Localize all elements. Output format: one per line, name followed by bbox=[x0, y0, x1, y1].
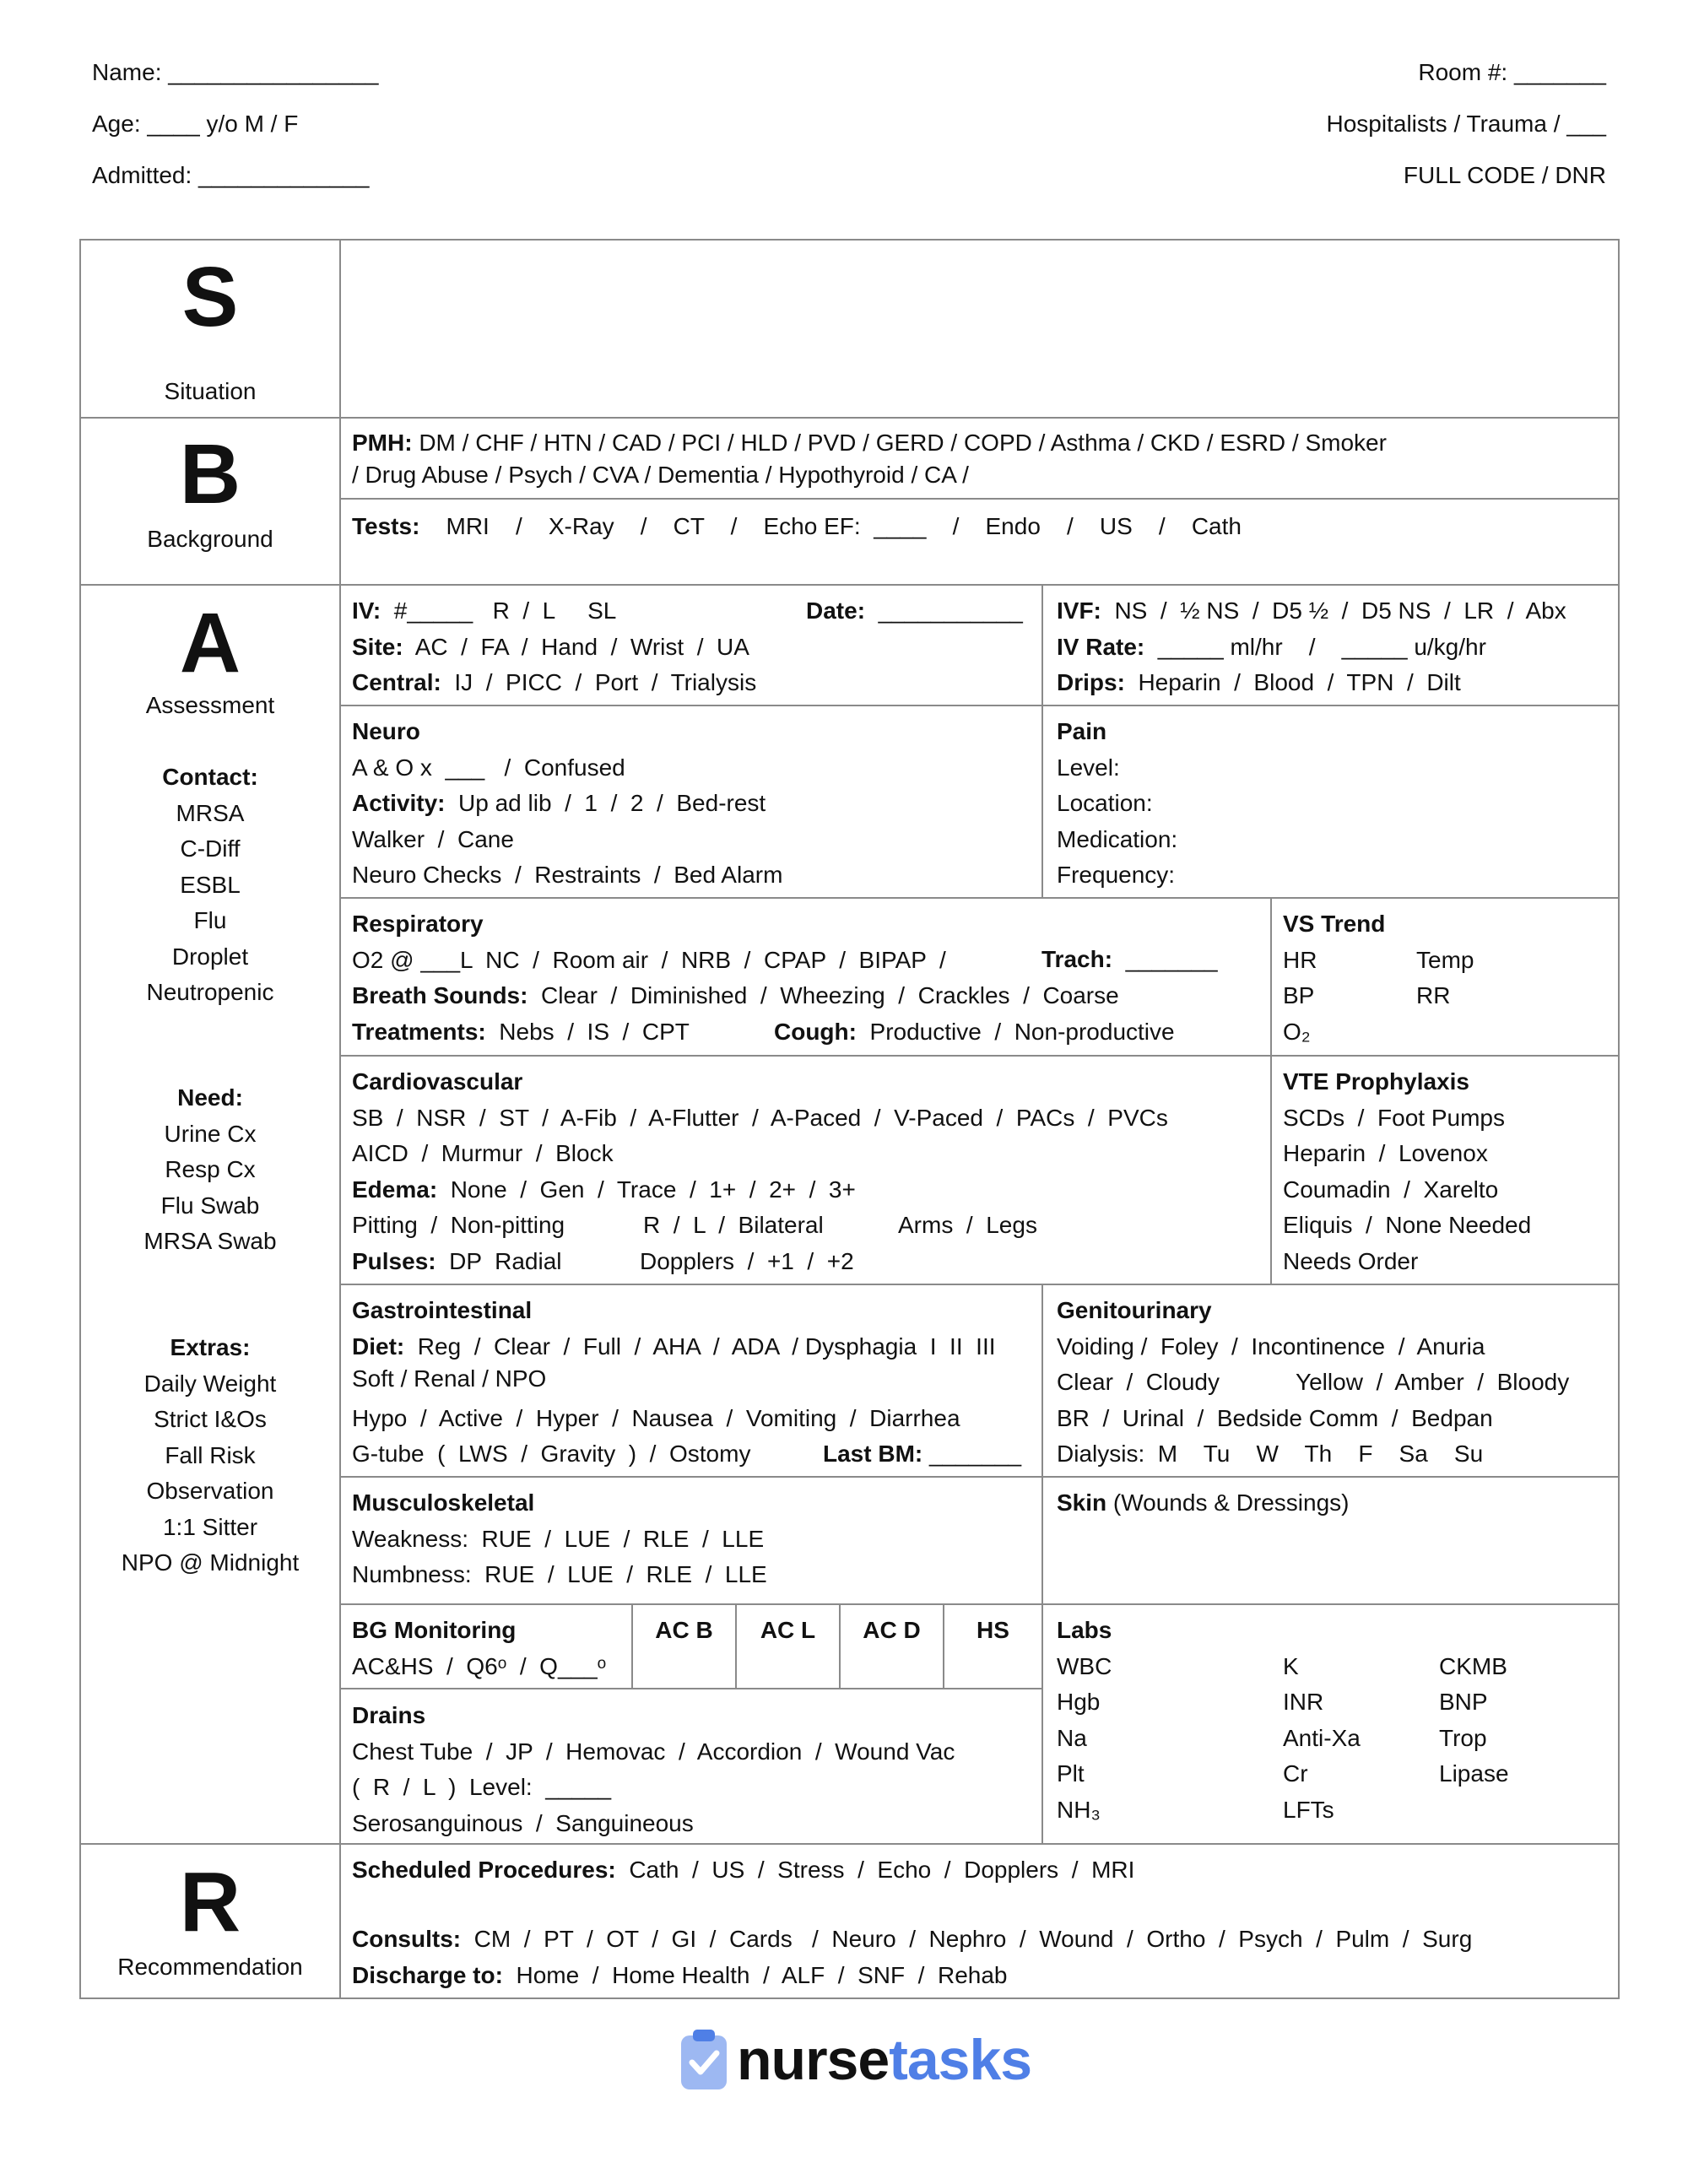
toileting-options[interactable]: BR / Urinal / Bedside Comm / Bedpan bbox=[1057, 1404, 1493, 1431]
extras-list bbox=[80, 1330, 340, 1581]
iv-section bbox=[352, 593, 756, 701]
drips-label: Drips: bbox=[1057, 669, 1125, 695]
trach-label: Trach: bbox=[1041, 946, 1113, 972]
extras-item[interactable]: Daily Weight bbox=[143, 1370, 277, 1397]
bg-hs-column[interactable]: HS bbox=[977, 1617, 1009, 1643]
lab-field[interactable]: INR bbox=[1283, 1689, 1324, 1715]
labs-column-2 bbox=[1283, 1649, 1361, 1829]
lab-field[interactable]: CKMB bbox=[1439, 1652, 1507, 1679]
scheduled-procedures bbox=[352, 1852, 1134, 1889]
lab-field[interactable]: Plt bbox=[1057, 1760, 1085, 1787]
central-options[interactable]: IJ / PICC / Port / Trialysis bbox=[441, 669, 757, 695]
edema-limb-options[interactable]: Arms / Legs bbox=[898, 1212, 1037, 1238]
blood-pressure-field[interactable]: BP bbox=[1283, 982, 1315, 1008]
skin-title: Skin bbox=[1057, 1489, 1107, 1516]
vte-option[interactable]: Eliquis / None Needed bbox=[1283, 1212, 1532, 1238]
background-letter: B bbox=[179, 427, 241, 522]
vs-trend-title: VS Trend bbox=[1283, 911, 1386, 937]
recommendation-letter: R bbox=[179, 1855, 241, 1949]
pain-title: Pain bbox=[1057, 718, 1107, 744]
lab-field[interactable]: WBC bbox=[1057, 1652, 1112, 1679]
temperature-field[interactable]: Temp bbox=[1416, 946, 1474, 973]
pain-medication-field[interactable]: Medication: bbox=[1057, 825, 1178, 852]
pitting-options[interactable]: Pitting / Non-pitting bbox=[352, 1212, 565, 1238]
logo-word-tasks: tasks bbox=[889, 2028, 1032, 2092]
vte-section bbox=[1283, 1064, 1531, 1279]
date-field[interactable]: ___________ bbox=[865, 597, 1023, 624]
ivf-section bbox=[1057, 593, 1566, 701]
bg-monitoring-section bbox=[352, 1613, 606, 1684]
situation-caption: Situation bbox=[164, 378, 257, 404]
oxygen-options[interactable]: O2 @ ___L NC / Room air / NRB / CPAP / BIPAP / bbox=[352, 946, 946, 973]
need-title: Need: bbox=[177, 1084, 243, 1111]
genitourinary-title: Genitourinary bbox=[1057, 1297, 1212, 1323]
logo-word-nurse: nurse bbox=[737, 2028, 890, 2092]
pulses-options[interactable]: DP Radial bbox=[436, 1247, 562, 1274]
admitted-date-field[interactable]: Admitted: _____________ bbox=[92, 162, 370, 188]
tests-label: Tests: bbox=[352, 513, 420, 539]
breath-sounds-label: Breath Sounds: bbox=[352, 982, 528, 1008]
discharge-label: Discharge to: bbox=[352, 1961, 503, 1988]
mobility-options[interactable]: Walker / Cane bbox=[352, 825, 514, 852]
respiratory-rate-field[interactable]: RR bbox=[1416, 982, 1451, 1008]
drains-section bbox=[352, 1698, 955, 1841]
pain-section bbox=[1057, 714, 1177, 894]
contact-precautions-list bbox=[80, 760, 340, 1011]
edema-side-options[interactable]: R / L / Bilateral bbox=[643, 1212, 824, 1238]
iv-date bbox=[806, 593, 1023, 630]
treatments-options[interactable]: Nebs / IS / CPT bbox=[485, 1018, 690, 1045]
scheduled-procedures-options[interactable]: Cath / US / Stress / Echo / Dopplers / MRI bbox=[615, 1857, 1135, 1883]
last-bm-field bbox=[823, 1436, 1021, 1473]
pmh-section bbox=[352, 427, 1387, 491]
site-label: Site: bbox=[352, 633, 403, 660]
situation-notes-area[interactable] bbox=[341, 241, 1616, 415]
genitourinary-section bbox=[1057, 1293, 1570, 1473]
situation-letter: S bbox=[181, 250, 239, 344]
extras-item[interactable]: 1:1 Sitter bbox=[162, 1513, 258, 1540]
urine-color-options[interactable]: Yellow / Amber / Bloody bbox=[1296, 1369, 1570, 1395]
extras-item[interactable]: NPO @ Midnight bbox=[121, 1549, 300, 1576]
trach-field bbox=[1041, 942, 1218, 978]
lab-field[interactable]: Cr bbox=[1283, 1760, 1308, 1787]
contact-title: Contact: bbox=[162, 764, 258, 790]
room-number-field[interactable]: Room #: _______ bbox=[1418, 59, 1606, 85]
contact-item[interactable]: C-Diff bbox=[180, 835, 241, 862]
background-caption: Background bbox=[147, 526, 273, 552]
labs-column-3 bbox=[1439, 1649, 1509, 1792]
patient-name-field[interactable]: Name: ________________ bbox=[92, 59, 379, 85]
contact-item[interactable]: Neutropenic bbox=[146, 979, 274, 1005]
cough-field bbox=[774, 1014, 1175, 1051]
activity-label: Activity: bbox=[352, 790, 446, 816]
dialysis-days-options[interactable]: Dialysis: M Tu W Th F Sa Su bbox=[1057, 1441, 1484, 1467]
drains-title: Drains bbox=[352, 1702, 426, 1728]
central-label: Central: bbox=[352, 669, 441, 695]
nursetasks-logo bbox=[679, 2028, 1031, 2092]
bg-ac-lunch-column[interactable]: AC L bbox=[760, 1617, 816, 1643]
diet-options-line2[interactable]: Soft / Renal / NPO bbox=[352, 1365, 547, 1392]
edema-options[interactable]: None / Gen / Trace / 1+ / 2+ / 3+ bbox=[437, 1176, 856, 1203]
edema-label: Edema: bbox=[352, 1176, 438, 1203]
lab-field[interactable]: LFTs bbox=[1283, 1796, 1334, 1823]
contact-item[interactable]: Flu bbox=[193, 907, 227, 933]
drips-options[interactable]: Heparin / Blood / TPN / Dilt bbox=[1124, 669, 1461, 695]
lab-field[interactable]: Hgb bbox=[1057, 1689, 1101, 1715]
ivf-label: IVF: bbox=[1057, 597, 1101, 624]
breath-sounds-options[interactable]: Clear / Diminished / Wheezing / Crackles / Coarse bbox=[528, 982, 1119, 1008]
lab-field[interactable]: BNP bbox=[1439, 1689, 1488, 1715]
need-item[interactable]: Resp Cx bbox=[165, 1156, 256, 1182]
respiratory-title: Respiratory bbox=[352, 911, 484, 937]
iv-options[interactable]: #_____ R / L SL bbox=[381, 597, 617, 624]
discharge-options[interactable]: Home / Home Health / ALF / SNF / Rehab bbox=[502, 1961, 1008, 1988]
extras-title: Extras: bbox=[170, 1334, 251, 1360]
extras-item[interactable]: Fall Risk bbox=[165, 1441, 256, 1468]
cough-options[interactable]: Productive / Non-productive bbox=[856, 1019, 1175, 1045]
gastrointestinal-title: Gastrointestinal bbox=[352, 1297, 533, 1323]
need-item[interactable]: Flu Swab bbox=[160, 1192, 260, 1219]
tests-section bbox=[352, 509, 1242, 545]
bowel-sounds-options[interactable]: Hypo / Active / Hyper / Nausea / Vomiting / Diarrhea bbox=[352, 1404, 960, 1431]
orientation-options[interactable]: A & O x ___ / Confused bbox=[352, 754, 625, 781]
pmh-options-line2[interactable]: / Drug Abuse / Psych / CVA / Dementia / Hypothyroid / CA / bbox=[352, 462, 969, 488]
lab-field[interactable]: Lipase bbox=[1439, 1760, 1509, 1787]
neuro-checks-options[interactable]: Neuro Checks / Restraints / Bed Alarm bbox=[352, 862, 783, 888]
contact-item[interactable]: ESBL bbox=[180, 871, 241, 898]
code-status-selection[interactable]: FULL CODE / DNR bbox=[1403, 162, 1606, 188]
assessment-letter: A bbox=[179, 596, 241, 690]
lab-field[interactable]: K bbox=[1283, 1652, 1299, 1679]
treatments-label: Treatments: bbox=[352, 1018, 486, 1045]
patient-age-field[interactable]: Age: ____ y/o M / F bbox=[92, 111, 299, 137]
iv-rate-label: IV Rate: bbox=[1057, 633, 1145, 660]
activity-options[interactable]: Up ad lib / 1 / 2 / Bed-rest bbox=[445, 790, 766, 816]
pain-level-field[interactable]: Level: bbox=[1057, 754, 1120, 781]
vte-option[interactable]: Heparin / Lovenox bbox=[1283, 1140, 1488, 1166]
oxygen-saturation-field[interactable]: O₂ bbox=[1283, 1018, 1311, 1045]
skin-subtitle: (Wounds & Dressings) bbox=[1106, 1489, 1350, 1516]
contact-item[interactable]: Droplet bbox=[171, 943, 249, 970]
bg-frequency-options[interactable]: AC&HS / Q6ᵒ / Q___ᵒ bbox=[352, 1652, 607, 1679]
neuro-section bbox=[352, 714, 782, 894]
diet-label: Diet: bbox=[352, 1333, 405, 1360]
weakness-options[interactable]: Weakness: RUE / LUE / RLE / LLE bbox=[352, 1525, 765, 1552]
rhythm-options[interactable]: SB / NSR / ST / A-Fib / A-Flutter / A-Paced / V-Paced / PACs / PVCs bbox=[352, 1104, 1168, 1131]
date-label: Date: bbox=[806, 597, 866, 624]
extras-item[interactable]: Strict I&Os bbox=[154, 1406, 267, 1432]
heart-rate-field[interactable]: HR bbox=[1283, 946, 1317, 973]
need-item[interactable]: MRSA Swab bbox=[143, 1228, 277, 1254]
tests-options[interactable]: MRI / X-Ray / CT / Echo EF: ____ / Endo / US / Cath bbox=[419, 513, 1242, 539]
cardiovascular-title: Cardiovascular bbox=[352, 1068, 523, 1095]
dopplers-options[interactable]: Dopplers / +1 / +2 bbox=[640, 1247, 854, 1274]
lab-field[interactable]: NH₃ bbox=[1057, 1796, 1101, 1823]
musculoskeletal-title: Musculoskeletal bbox=[352, 1489, 535, 1516]
need-list bbox=[80, 1080, 340, 1260]
cardiac-device-options[interactable]: AICD / Murmur / Block bbox=[352, 1140, 614, 1166]
lab-field[interactable]: Trop bbox=[1439, 1724, 1487, 1751]
bg-monitoring-title: BG Monitoring bbox=[352, 1617, 517, 1643]
voiding-options[interactable]: Voiding / Foley / Incontinence / Anuria bbox=[1057, 1333, 1485, 1360]
diet-options[interactable]: Reg / Clear / Full / AHA / ADA / Dysphagia I II III bbox=[404, 1333, 996, 1360]
drain-type-options[interactable]: Chest Tube / JP / Hemovac / Accordion / Wound Vac bbox=[352, 1738, 955, 1765]
assessment-caption: Assessment bbox=[145, 692, 275, 718]
ivf-options[interactable]: NS / ½ NS / D5 ½ / D5 NS / LR / Abx bbox=[1101, 597, 1566, 624]
gtube-options[interactable]: G-tube ( LWS / Gravity ) / Ostomy bbox=[352, 1441, 751, 1467]
vs-trend-section bbox=[1283, 906, 1474, 1050]
consults-label: Consults: bbox=[352, 1926, 462, 1952]
labs-section bbox=[1057, 1613, 1112, 1828]
cardiovascular-section bbox=[352, 1064, 1168, 1279]
vte-option[interactable]: SCDs / Foot Pumps bbox=[1283, 1104, 1505, 1131]
vte-option[interactable]: Needs Order bbox=[1283, 1247, 1419, 1274]
service-selection[interactable]: Hospitalists / Trauma / ___ bbox=[1326, 111, 1606, 137]
need-item[interactable]: Urine Cx bbox=[164, 1120, 257, 1147]
extras-item[interactable]: Observation bbox=[146, 1478, 274, 1504]
pmh-label: PMH: bbox=[352, 430, 413, 456]
vte-option[interactable]: Coumadin / Xarelto bbox=[1283, 1176, 1499, 1203]
musculoskeletal-section bbox=[352, 1485, 767, 1593]
last-bm-label: Last BM: bbox=[823, 1441, 923, 1467]
lab-field[interactable]: Na bbox=[1057, 1724, 1087, 1751]
pmh-options-line1[interactable]: DM / CHF / HTN / CAD / PCI / HLD / PVD / GERD / COPD / Asthma / CKD / ESRD / Smoker bbox=[412, 430, 1387, 456]
drainage-type-options[interactable]: Serosanguinous / Sanguineous bbox=[352, 1809, 694, 1836]
last-bm-value[interactable]: _______ bbox=[922, 1441, 1022, 1467]
pain-frequency-field[interactable]: Frequency: bbox=[1057, 862, 1176, 888]
bg-ac-breakfast-column[interactable]: AC B bbox=[655, 1617, 713, 1643]
neuro-title: Neuro bbox=[352, 718, 420, 744]
trach-value[interactable]: _______ bbox=[1112, 946, 1218, 972]
labs-title: Labs bbox=[1057, 1617, 1112, 1643]
contact-item[interactable]: MRSA bbox=[176, 799, 245, 826]
skin-section[interactable] bbox=[1057, 1485, 1350, 1522]
pain-location-field[interactable]: Location: bbox=[1057, 790, 1153, 816]
urine-clarity-options[interactable]: Clear / Cloudy bbox=[1057, 1369, 1220, 1395]
consults-options[interactable]: CM / PT / OT / GI / Cards / Neuro / Nephro / Wound / Ortho / Psych / Pulm / Surg bbox=[461, 1926, 1473, 1952]
clipboard-check-icon bbox=[679, 2029, 728, 2091]
recommendation-caption: Recommendation bbox=[117, 1954, 303, 1980]
vte-title: VTE Prophylaxis bbox=[1283, 1068, 1469, 1095]
bg-ac-dinner-column[interactable]: AC D bbox=[863, 1617, 921, 1643]
lab-field[interactable]: Anti-Xa bbox=[1283, 1724, 1361, 1751]
cough-label: Cough: bbox=[774, 1019, 857, 1045]
numbness-options[interactable]: Numbness: RUE / LUE / RLE / LLE bbox=[352, 1561, 767, 1587]
site-options[interactable]: AC / FA / Hand / Wrist / UA bbox=[403, 633, 749, 660]
scheduled-procedures-label: Scheduled Procedures: bbox=[352, 1857, 616, 1883]
consults-discharge bbox=[352, 1922, 1472, 1993]
pulses-label: Pulses: bbox=[352, 1247, 436, 1274]
drain-side-level[interactable]: ( R / L ) Level: _____ bbox=[352, 1774, 612, 1800]
gastrointestinal-section bbox=[352, 1293, 1022, 1473]
iv-label: IV: bbox=[352, 597, 381, 624]
iv-rate-options[interactable]: _____ ml/hr / _____ u/kg/hr bbox=[1144, 633, 1486, 660]
